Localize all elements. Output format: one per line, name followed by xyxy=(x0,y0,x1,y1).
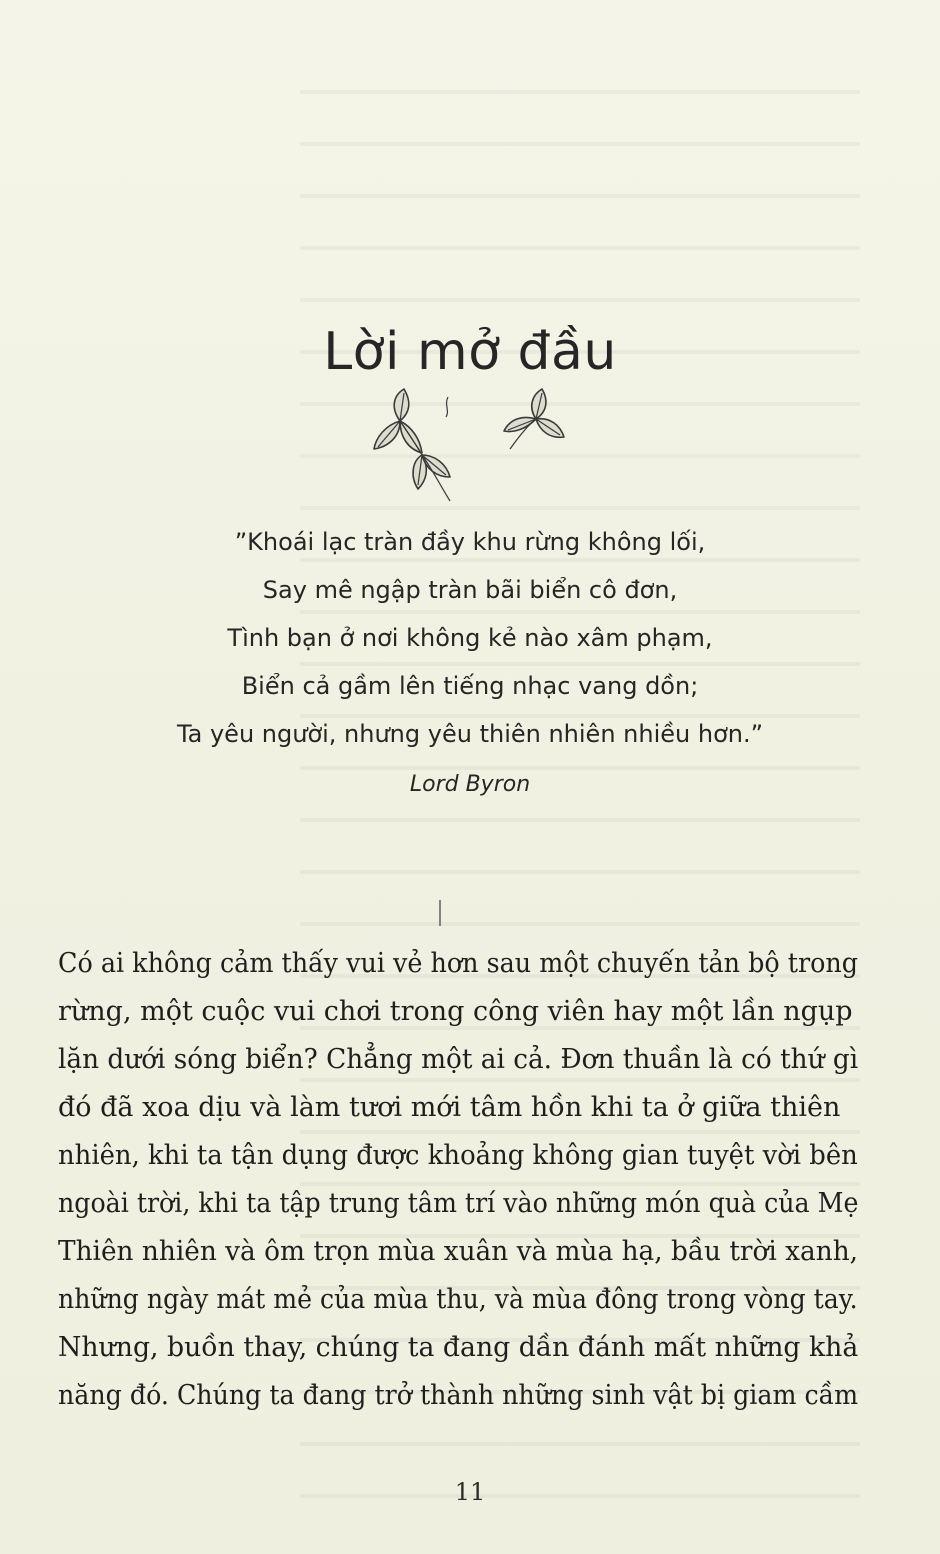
epigraph-author: Lord Byron xyxy=(409,772,531,797)
epigraph-line: Ta yêu người, nhưng yêu thiên nhiên nhiều hơn.” xyxy=(176,720,764,748)
leaf-ornament-icon xyxy=(360,385,580,505)
page-number: 11 xyxy=(454,1478,486,1506)
body-line: những ngày mát mẻ của mùa thu, và mùa đông trong vòng tay. xyxy=(58,1284,858,1315)
epigraph-line: ”Khoái lạc tràn đầy khu rừng không lối, xyxy=(234,528,706,556)
body-line: Thiên nhiên và ôm trọn mùa xuân và mùa hạ, bầu trời xanh, xyxy=(58,1236,859,1267)
body-line: Nhưng, buồn thay, chúng ta đang dần đánh mất những khả xyxy=(58,1332,859,1363)
body-line: năng đó. Chúng ta đang trở thành những sinh vật bị giam cầm xyxy=(58,1380,859,1411)
divider-mark xyxy=(439,900,441,926)
body-line: Có ai không cảm thấy vui vẻ hơn sau một chuyến tản bộ trong xyxy=(58,948,859,979)
body-line: nhiên, khi ta tận dụng được khoảng không gian tuyệt vời bên xyxy=(58,1140,858,1171)
body-paragraph xyxy=(58,940,858,1420)
epigraph xyxy=(0,518,940,758)
body-line: đó đã xoa dịu và làm tươi mới tâm hồn khi ta ở giữa thiên xyxy=(58,1092,841,1123)
epigraph-line: Say mê ngập tràn bãi biển cô đơn, xyxy=(262,576,678,604)
chapter-title: Lời mở đầu xyxy=(323,322,617,382)
body-line: lặn dưới sóng biển? Chẳng một ai cả. Đơn thuần là có thứ gì xyxy=(58,1044,859,1075)
body-line: ngoài trời, khi ta tập trung tâm trí vào những món quà của Mẹ xyxy=(58,1188,859,1219)
body-line: rừng, một cuộc vui chơi trong công viên hay một lần ngụp xyxy=(58,996,853,1027)
epigraph-line: Biển cả gầm lên tiếng nhạc vang dồn; xyxy=(241,672,699,700)
epigraph-line: Tình bạn ở nơi không kẻ nào xâm phạm, xyxy=(227,624,713,652)
